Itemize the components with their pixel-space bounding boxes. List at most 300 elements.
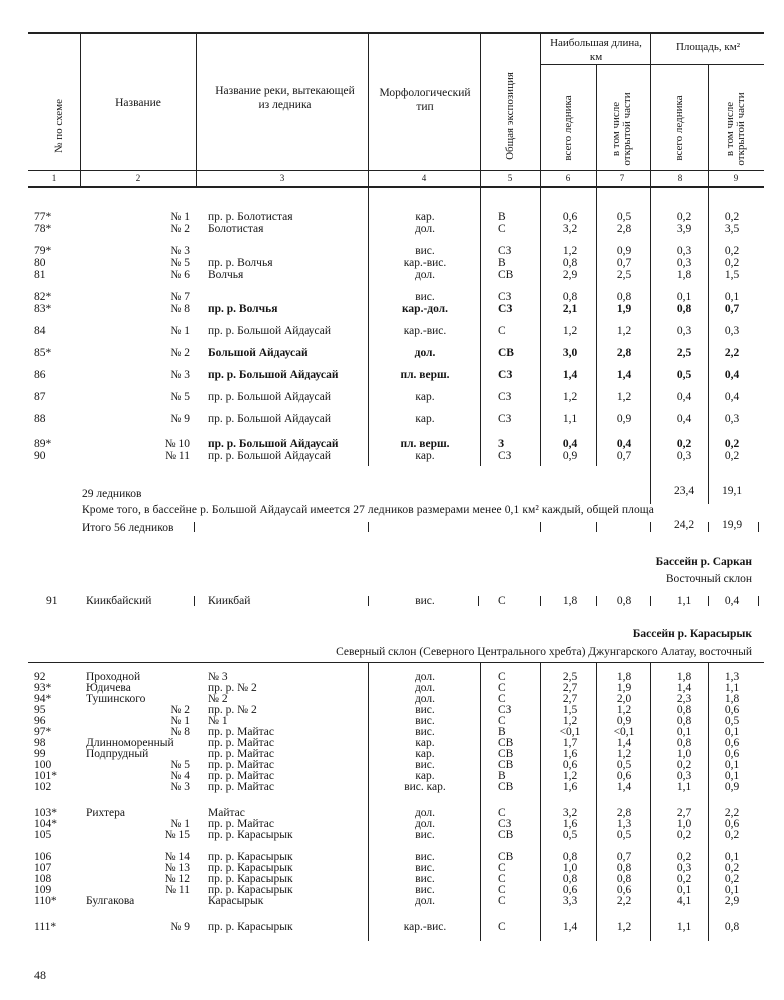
row-number: 87 xyxy=(34,391,46,403)
row-area-open: 2,2 xyxy=(724,347,740,359)
row-91-type: вис. xyxy=(415,595,435,607)
row-number: 89* xyxy=(34,438,52,450)
col-number: 4 xyxy=(421,173,427,183)
row-name: № 1 xyxy=(170,715,190,727)
row-number: 102 xyxy=(34,781,52,793)
row-tick xyxy=(650,596,651,606)
row-number: 77* xyxy=(34,211,52,223)
row-91-river: Киикбай xyxy=(208,595,251,607)
row-length: 2,7 xyxy=(562,693,578,705)
header-col4: Морфологический тип xyxy=(379,87,471,113)
row-length-open: 1,2 xyxy=(616,748,632,760)
row-type: дол. xyxy=(414,818,436,830)
row-area: 0,2 xyxy=(676,851,692,863)
row-tick xyxy=(650,522,651,532)
section-b-rule xyxy=(28,662,764,663)
row-length: 0,4 xyxy=(562,438,578,450)
row-name: № 3 xyxy=(170,245,190,257)
row-91-length-open: 0,8 xyxy=(616,595,632,607)
row-area: 0,1 xyxy=(676,291,692,303)
header-col6: всего ледника xyxy=(562,95,574,161)
row-area-open: 0,2 xyxy=(724,862,740,874)
row-91-exp: С xyxy=(498,595,506,607)
row-exposure: С xyxy=(498,223,506,235)
header-col7: в том числе открытой части xyxy=(610,92,633,166)
row-area: 1,0 xyxy=(676,748,692,760)
row-type: кар. xyxy=(415,211,435,223)
row-length-open: 1,9 xyxy=(616,682,632,694)
total-area: 24,2 xyxy=(673,519,695,531)
basin-karasyryk-slope: Северный склон (Северного Центрального хребта) Джунгарского Алатау, восточный xyxy=(336,646,752,658)
row-number: 108 xyxy=(34,873,52,885)
row-type: вис. xyxy=(415,726,435,738)
row-area: 0,3 xyxy=(676,245,692,257)
row-length-open: 2,8 xyxy=(616,223,632,235)
row-name: № 8 xyxy=(170,726,190,738)
row-river: Майтас xyxy=(208,807,245,819)
body-divider xyxy=(480,663,481,941)
row-exposure: В xyxy=(498,726,506,738)
row-name: Подпрудный xyxy=(86,748,149,760)
row-length: 1,0 xyxy=(562,862,578,874)
group-split-rule xyxy=(540,64,764,65)
header-col1: № по схеме xyxy=(53,98,65,154)
row-river: пр. р. Большой Айдаусай xyxy=(208,325,332,337)
row-river: пр. р. Большой Айдаусай xyxy=(208,413,332,425)
row-91-number: 91 xyxy=(46,595,58,607)
row-type: кар.-вис. xyxy=(403,921,447,933)
row-number: 100 xyxy=(34,759,52,771)
row-length-open: 0,7 xyxy=(616,257,632,269)
total-label: Итого 56 ледников xyxy=(82,522,174,534)
row-91-name: Киикбайский xyxy=(86,595,152,607)
header-divider xyxy=(196,33,197,187)
row-length: 0,9 xyxy=(562,450,578,462)
row-exposure: С xyxy=(498,921,506,933)
row-tick xyxy=(540,522,541,532)
body-divider xyxy=(596,188,597,466)
row-exposure: С xyxy=(498,325,506,337)
row-length-open: 1,4 xyxy=(616,737,632,749)
body-divider xyxy=(480,188,481,466)
row-length: 2,5 xyxy=(562,671,578,683)
row-type: кар.-дол. xyxy=(401,303,449,315)
row-length-open: 0,5 xyxy=(616,211,632,223)
row-area: 4,1 xyxy=(676,895,692,907)
row-area-open: 0,3 xyxy=(724,325,740,337)
col-number: 9 xyxy=(733,173,739,183)
row-area: 0,8 xyxy=(676,704,692,716)
row-number: 86 xyxy=(34,369,46,381)
row-length: 1,4 xyxy=(562,921,578,933)
row-river: Карасырык xyxy=(208,895,264,907)
row-length-open: <0,1 xyxy=(613,726,635,738)
row-area-open: 0,7 xyxy=(724,303,740,315)
row-type: дол. xyxy=(414,671,436,683)
body-divider xyxy=(540,663,541,941)
row-river: пр. р. Карасырык xyxy=(208,873,293,885)
header-divider xyxy=(80,33,81,187)
row-area: 0,2 xyxy=(676,211,692,223)
row-type: кар.-вис. xyxy=(403,325,447,337)
basin-karasyryk-title: Бассейн р. Карасырык xyxy=(632,628,752,640)
row-length: 2,1 xyxy=(562,303,578,315)
header-bottom-rule xyxy=(28,186,764,188)
col-number: 8 xyxy=(677,173,683,183)
row-area-open: 0,1 xyxy=(724,759,740,771)
row-river: пр. р. Болотистая xyxy=(208,211,293,223)
row-number: 82* xyxy=(34,291,52,303)
count-label: 29 ледников xyxy=(82,488,142,500)
row-river: пр. р. Большой Айдаусай xyxy=(208,450,332,462)
row-length-open: 1,4 xyxy=(616,781,632,793)
body-divider xyxy=(708,663,709,941)
row-number: 105 xyxy=(34,829,52,841)
row-type: дол. xyxy=(414,269,436,281)
row-length-open: 1,3 xyxy=(616,818,632,830)
row-type: вис. xyxy=(415,291,435,303)
row-exposure: З xyxy=(498,438,505,450)
col-number: 1 xyxy=(51,173,57,183)
row-number: 109 xyxy=(34,884,52,896)
row-tick xyxy=(708,522,709,532)
row-length: 3,0 xyxy=(562,347,578,359)
row-type: вис. xyxy=(415,704,435,716)
row-exposure: С xyxy=(498,671,506,683)
row-number: 92 xyxy=(34,671,46,683)
row-area: 0,8 xyxy=(676,303,692,315)
row-area-open: 1,8 xyxy=(724,693,740,705)
row-number: 90 xyxy=(34,450,46,462)
row-name: № 9 xyxy=(170,921,190,933)
row-name: № 6 xyxy=(170,269,190,281)
row-length-open: 2,0 xyxy=(616,693,632,705)
row-area: 0,8 xyxy=(676,737,692,749)
row-tick xyxy=(194,596,195,606)
row-exposure: СЗ xyxy=(498,291,512,303)
row-length: 1,1 xyxy=(562,413,578,425)
row-river: пр. р. Волчья xyxy=(208,303,278,315)
row-exposure: СЗ xyxy=(498,245,512,257)
row-area-open: 0,6 xyxy=(724,748,740,760)
row-area: 1,8 xyxy=(676,269,692,281)
row-number: 110* xyxy=(34,895,57,907)
row-91-area: 1,1 xyxy=(676,595,692,607)
row-name: № 10 xyxy=(164,438,190,450)
row-river: пр. р. № 2 xyxy=(208,704,257,716)
row-area: 0,4 xyxy=(676,391,692,403)
row-name: № 2 xyxy=(170,223,190,235)
row-name: Булгакова xyxy=(86,895,135,907)
row-type: вис. xyxy=(415,862,435,874)
row-type: кар.-вис. xyxy=(403,257,447,269)
row-area-open: 0,3 xyxy=(724,413,740,425)
row-length: 1,7 xyxy=(562,737,578,749)
col-number: 6 xyxy=(565,173,571,183)
row-type: дол. xyxy=(414,347,436,359)
row-number: 81 xyxy=(34,269,46,281)
header-divider xyxy=(596,65,597,187)
row-area-open: 0,2 xyxy=(724,211,740,223)
table-top-rule xyxy=(28,32,764,34)
row-river: пр. р. Майтас xyxy=(208,818,275,830)
row-number: 97* xyxy=(34,726,52,738)
row-name: № 2 xyxy=(170,704,190,716)
row-river: пр. р. Карасырык xyxy=(208,884,293,896)
row-exposure: СЗ xyxy=(498,450,512,462)
row-river: пр. р. Большой Айдаусай xyxy=(208,369,339,381)
row-number: 93* xyxy=(34,682,52,694)
row-name: № 7 xyxy=(170,291,190,303)
row-type: кар. xyxy=(415,450,435,462)
row-name: № 8 xyxy=(170,303,190,315)
row-length: 1,2 xyxy=(562,770,578,782)
row-type: вис. xyxy=(415,884,435,896)
row-length-open: 0,6 xyxy=(616,770,632,782)
row-area-open: 0,5 xyxy=(724,715,740,727)
row-area-open: 0,9 xyxy=(724,781,740,793)
row-type: вис. xyxy=(415,829,435,841)
row-name: Рихтера xyxy=(86,807,125,819)
row-area-open: 0,6 xyxy=(724,818,740,830)
row-area: 2,3 xyxy=(676,693,692,705)
row-tick xyxy=(368,522,369,532)
row-type: вис. xyxy=(415,715,435,727)
row-name: № 5 xyxy=(170,759,190,771)
row-number: 88 xyxy=(34,413,46,425)
row-area: 0,3 xyxy=(676,770,692,782)
page-number: 48 xyxy=(34,968,46,982)
row-type: дол. xyxy=(414,682,436,694)
row-type: дол. xyxy=(414,895,436,907)
row-length: 2,9 xyxy=(562,269,578,281)
row-exposure: С xyxy=(498,862,506,874)
row-exposure: СВ xyxy=(498,781,514,793)
row-type: кар. xyxy=(415,737,435,749)
row-river: пр. р. Большой Айдаусай xyxy=(208,391,332,403)
row-name: № 11 xyxy=(165,884,190,896)
row-area-open: 0,2 xyxy=(724,450,740,462)
row-name: № 1 xyxy=(170,211,190,223)
row-length: 0,6 xyxy=(562,211,578,223)
row-river: № 1 xyxy=(208,715,228,727)
row-river: № 3 xyxy=(208,671,228,683)
row-name: Тушинского xyxy=(86,693,146,705)
row-name: № 15 xyxy=(164,829,190,841)
row-length-open: 0,8 xyxy=(616,862,632,874)
row-name: № 5 xyxy=(170,391,190,403)
row-length: 0,6 xyxy=(562,759,578,771)
body-divider xyxy=(650,188,651,504)
row-name: Проходной xyxy=(86,671,141,683)
header-group-length: Наибольшая длина, км xyxy=(550,37,642,63)
row-number: 106 xyxy=(34,851,52,863)
row-area-open: 0,1 xyxy=(724,884,740,896)
row-river: пр. р. Карасырык xyxy=(208,921,293,933)
body-divider xyxy=(368,188,369,466)
row-tick xyxy=(758,522,759,532)
row-type: вис. xyxy=(415,851,435,863)
row-area-open: 2,9 xyxy=(724,895,740,907)
row-area: 0,2 xyxy=(676,829,692,841)
row-river: Болотистая xyxy=(208,223,264,235)
row-area: 1,4 xyxy=(676,682,692,694)
header-col8: всего ледника xyxy=(673,95,685,161)
row-length: 3,3 xyxy=(562,895,578,907)
row-name: Юдичева xyxy=(86,682,131,694)
row-length-open: 0,7 xyxy=(616,450,632,462)
row-type: дол. xyxy=(414,693,436,705)
row-river: пр. р. Майтас xyxy=(208,770,275,782)
row-length-open: 1,2 xyxy=(616,325,632,337)
row-tick xyxy=(758,596,759,606)
row-exposure: СЗ xyxy=(498,303,513,315)
row-area: 0,4 xyxy=(676,413,692,425)
row-area-open: 0,8 xyxy=(724,921,740,933)
row-name: № 1 xyxy=(170,325,190,337)
row-river: пр. р. Волчья xyxy=(208,257,273,269)
header-divider xyxy=(480,33,481,187)
row-area-open: 1,3 xyxy=(724,671,740,683)
row-tick xyxy=(540,596,541,606)
row-area-open: 3,5 xyxy=(724,223,740,235)
row-area: 0,3 xyxy=(676,325,692,337)
total-area-open: 19,9 xyxy=(721,519,743,531)
row-river: пр. р. Большой Айдаусай xyxy=(208,438,339,450)
row-type: пл. верш. xyxy=(400,438,450,450)
row-exposure: В xyxy=(498,770,506,782)
row-area-open: 0,6 xyxy=(724,737,740,749)
header-divider xyxy=(650,33,651,187)
row-length: 1,2 xyxy=(562,391,578,403)
row-exposure: СЗ xyxy=(498,413,512,425)
row-length: 1,2 xyxy=(562,325,578,337)
row-length-open: 0,9 xyxy=(616,715,632,727)
row-area-open: 0,2 xyxy=(724,873,740,885)
row-length: 1,6 xyxy=(562,748,578,760)
row-river: пр. р. Карасырык xyxy=(208,851,293,863)
row-name: № 11 xyxy=(165,450,190,462)
row-area: 0,3 xyxy=(676,450,692,462)
row-type: кар. xyxy=(415,748,435,760)
row-length-open: 0,8 xyxy=(616,291,632,303)
row-length-open: 0,5 xyxy=(616,759,632,771)
row-river: пр. р. Карасырык xyxy=(208,829,293,841)
row-area-open: 0,6 xyxy=(724,704,740,716)
row-river: Большой Айдаусай xyxy=(208,347,308,359)
row-exposure: С xyxy=(498,807,506,819)
col-number: 3 xyxy=(279,173,285,183)
row-name: № 2 xyxy=(170,347,190,359)
row-length-open: 1,4 xyxy=(616,369,632,381)
body-divider xyxy=(708,188,709,504)
row-length-open: 2,2 xyxy=(616,895,632,907)
row-area-open: 0,4 xyxy=(724,391,740,403)
body-divider xyxy=(650,663,651,941)
row-area: 1,0 xyxy=(676,818,692,830)
row-area: 0,2 xyxy=(676,438,692,450)
header-col5: Общая экспозиция xyxy=(504,72,516,160)
header-col3: Название реки, вытекающей из ледника xyxy=(215,85,355,111)
row-area: 0,1 xyxy=(676,726,692,738)
header-col2: Название xyxy=(115,97,161,109)
row-length: 1,6 xyxy=(562,818,578,830)
row-length: 0,8 xyxy=(562,257,578,269)
basin-sarkan-slope: Восточный склон xyxy=(665,573,752,585)
row-type: кар. xyxy=(415,770,435,782)
row-length: 1,2 xyxy=(562,715,578,727)
row-length-open: 0,6 xyxy=(616,884,632,896)
col-number: 7 xyxy=(619,173,625,183)
count-area-open: 19,1 xyxy=(721,485,743,497)
header-col9: в том числе открытой части xyxy=(724,92,747,166)
row-number: 83* xyxy=(34,303,52,315)
row-length: 1,6 xyxy=(562,781,578,793)
row-length-open: 1,2 xyxy=(616,921,632,933)
row-exposure: СВ xyxy=(498,269,514,281)
row-area: 0,3 xyxy=(676,257,692,269)
row-exposure: СЗ xyxy=(498,369,513,381)
row-name: № 14 xyxy=(164,851,190,863)
row-tick xyxy=(194,522,195,532)
row-length: 1,2 xyxy=(562,245,578,257)
row-number: 84 xyxy=(34,325,46,337)
header-divider xyxy=(540,33,541,187)
row-area-open: 1,5 xyxy=(724,269,740,281)
row-length-open: 0,4 xyxy=(616,438,632,450)
row-name: Длинноморенный xyxy=(86,737,174,749)
row-tick xyxy=(596,596,597,606)
row-exposure: СВ xyxy=(498,347,514,359)
row-type: дол. xyxy=(414,807,436,819)
row-area: 0,3 xyxy=(676,862,692,874)
row-number: 98 xyxy=(34,737,46,749)
row-type: дол. xyxy=(414,223,436,235)
row-area: 0,5 xyxy=(676,369,692,381)
row-exposure: СВ xyxy=(498,759,514,771)
row-length-open: 0,8 xyxy=(616,873,632,885)
row-number: 107 xyxy=(34,862,52,874)
row-area: 1,8 xyxy=(676,671,692,683)
row-area-open: 0,4 xyxy=(724,369,740,381)
row-number: 99 xyxy=(34,748,46,760)
row-length: 1,4 xyxy=(562,369,578,381)
row-exposure: В xyxy=(498,211,506,223)
row-number: 101* xyxy=(34,770,57,782)
row-river: пр. р. Майтас xyxy=(208,737,275,749)
col-number: 5 xyxy=(507,173,513,183)
count-area: 23,4 xyxy=(673,485,695,497)
row-area-open: 0,2 xyxy=(724,829,740,841)
row-name: № 1 xyxy=(170,818,190,830)
row-name: № 4 xyxy=(170,770,190,782)
header-divider xyxy=(708,65,709,187)
row-length-open: 2,5 xyxy=(616,269,632,281)
row-area-open: 0,1 xyxy=(724,851,740,863)
row-tick xyxy=(708,596,709,606)
row-river: пр. р. Майтас xyxy=(208,748,275,760)
row-area-open: 0,2 xyxy=(724,257,740,269)
row-length: 0,8 xyxy=(562,873,578,885)
row-area: 0,1 xyxy=(676,884,692,896)
row-length: 0,5 xyxy=(562,829,578,841)
row-exposure: СЗ xyxy=(498,704,512,716)
row-length: <0,1 xyxy=(559,726,581,738)
row-name: № 5 xyxy=(170,257,190,269)
row-area-open: 2,2 xyxy=(724,807,740,819)
header-divider xyxy=(368,33,369,187)
row-river: Волчья xyxy=(208,269,244,281)
